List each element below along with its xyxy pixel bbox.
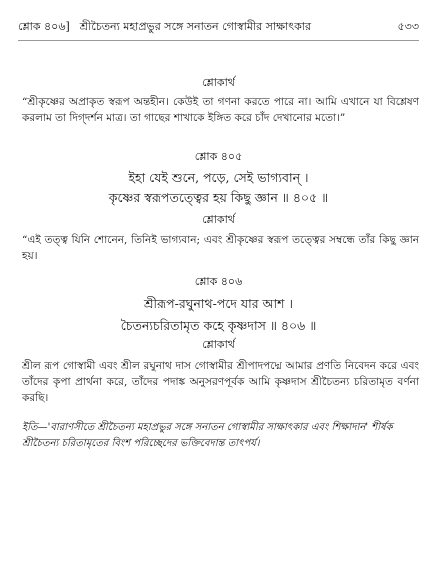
header-title: শ্রীচৈতন্য মহাপ্রভুর সঙ্গে সনাতন গোস্বামীর সাক্ষাৎকার (79, 20, 312, 33)
verse-heading-406: শ্লোক ৪০৬ (194, 275, 243, 288)
header-left (18, 20, 311, 34)
verse-405-line-1: ইহা যেই শুনে, পড়ে, সেই ভাগ্যবান্‌ । (128, 170, 309, 185)
translation-paragraph-1: “শ্রীকৃষ্ণের অপ্রাকৃত স্বরূপ অন্তহীন। কেউই তা গণনা করতে পারে না। আমি এখানে যা বিশ্লেষণ করলাম তা দিগ্‌দর্শন মাত্র। তা গাছের শাখাকে ইঙ্গিত করে চাঁদ দেখানোর মতো।” (22, 96, 419, 124)
translation-paragraph-2: “এই তত্ত্ব যিনি শোনেন, তিনিই ভাগ্যবান; এবং শ্রীকৃষ্ণের স্বরূপ তত্ত্বের সম্বন্ধে তাঁর কিছু জ্ঞান হয়। (22, 234, 419, 262)
verse-heading-405: শ্লোক ৪০৫ (194, 150, 243, 163)
translation-heading-3: শ্লোকার্থ (202, 338, 235, 351)
translation-heading-1: শ্লোকার্থ (202, 76, 235, 89)
verse-406-line-2: চৈতন্যচরিতামৃত কহে কৃষ্ণদাস ॥ ৪০৬ ॥ (120, 318, 317, 333)
page-header (18, 20, 419, 34)
translation-paragraph-3: শ্রীল রূপ গোস্বামী এবং শ্রীল রঘুনাথ দাস গোস্বামীর শ্রীপাদপদ্মে আমার প্রণতি নিবেদন করে এবং তাঁদের কৃপা প্রার্থনা করে, তাঁদের পদাঙ্ক অনুসরণপূর্বক আমি কৃষ্ণদাস শ্রীচৈতন্য চরিতামৃত বর্ণনা করছি। (22, 360, 419, 404)
page-number: ৫৩৩ (397, 20, 419, 33)
chapter-closing-note: ইতি—'বারাণসীতে শ্রীচৈতন্য মহাপ্রভুর সঙ্গে সনাতন গোস্বামীর সাক্ষাৎকার এবং শিক্ষাদান' শীর্ষক শ্রীচৈতন্য চরিতামৃতের বিংশ পরিচ্ছেদের ভক্তিবেদান্ত তাৎপর্য। (22, 422, 393, 449)
verse-406-line-1: শ্রীরূপ-রঘুনাথ-পদে যার আশ । (144, 296, 293, 311)
header-rule (18, 40, 419, 41)
translation-heading-2: শ্লোকার্থ (202, 213, 235, 226)
header-verse-ref: শ্লোক ৪০৬] (18, 20, 70, 33)
verse-405-line-2: কৃষ্ণের স্বরূপতত্ত্বের হয় কিছু জ্ঞান ॥ ৪০৫ ॥ (108, 190, 329, 205)
